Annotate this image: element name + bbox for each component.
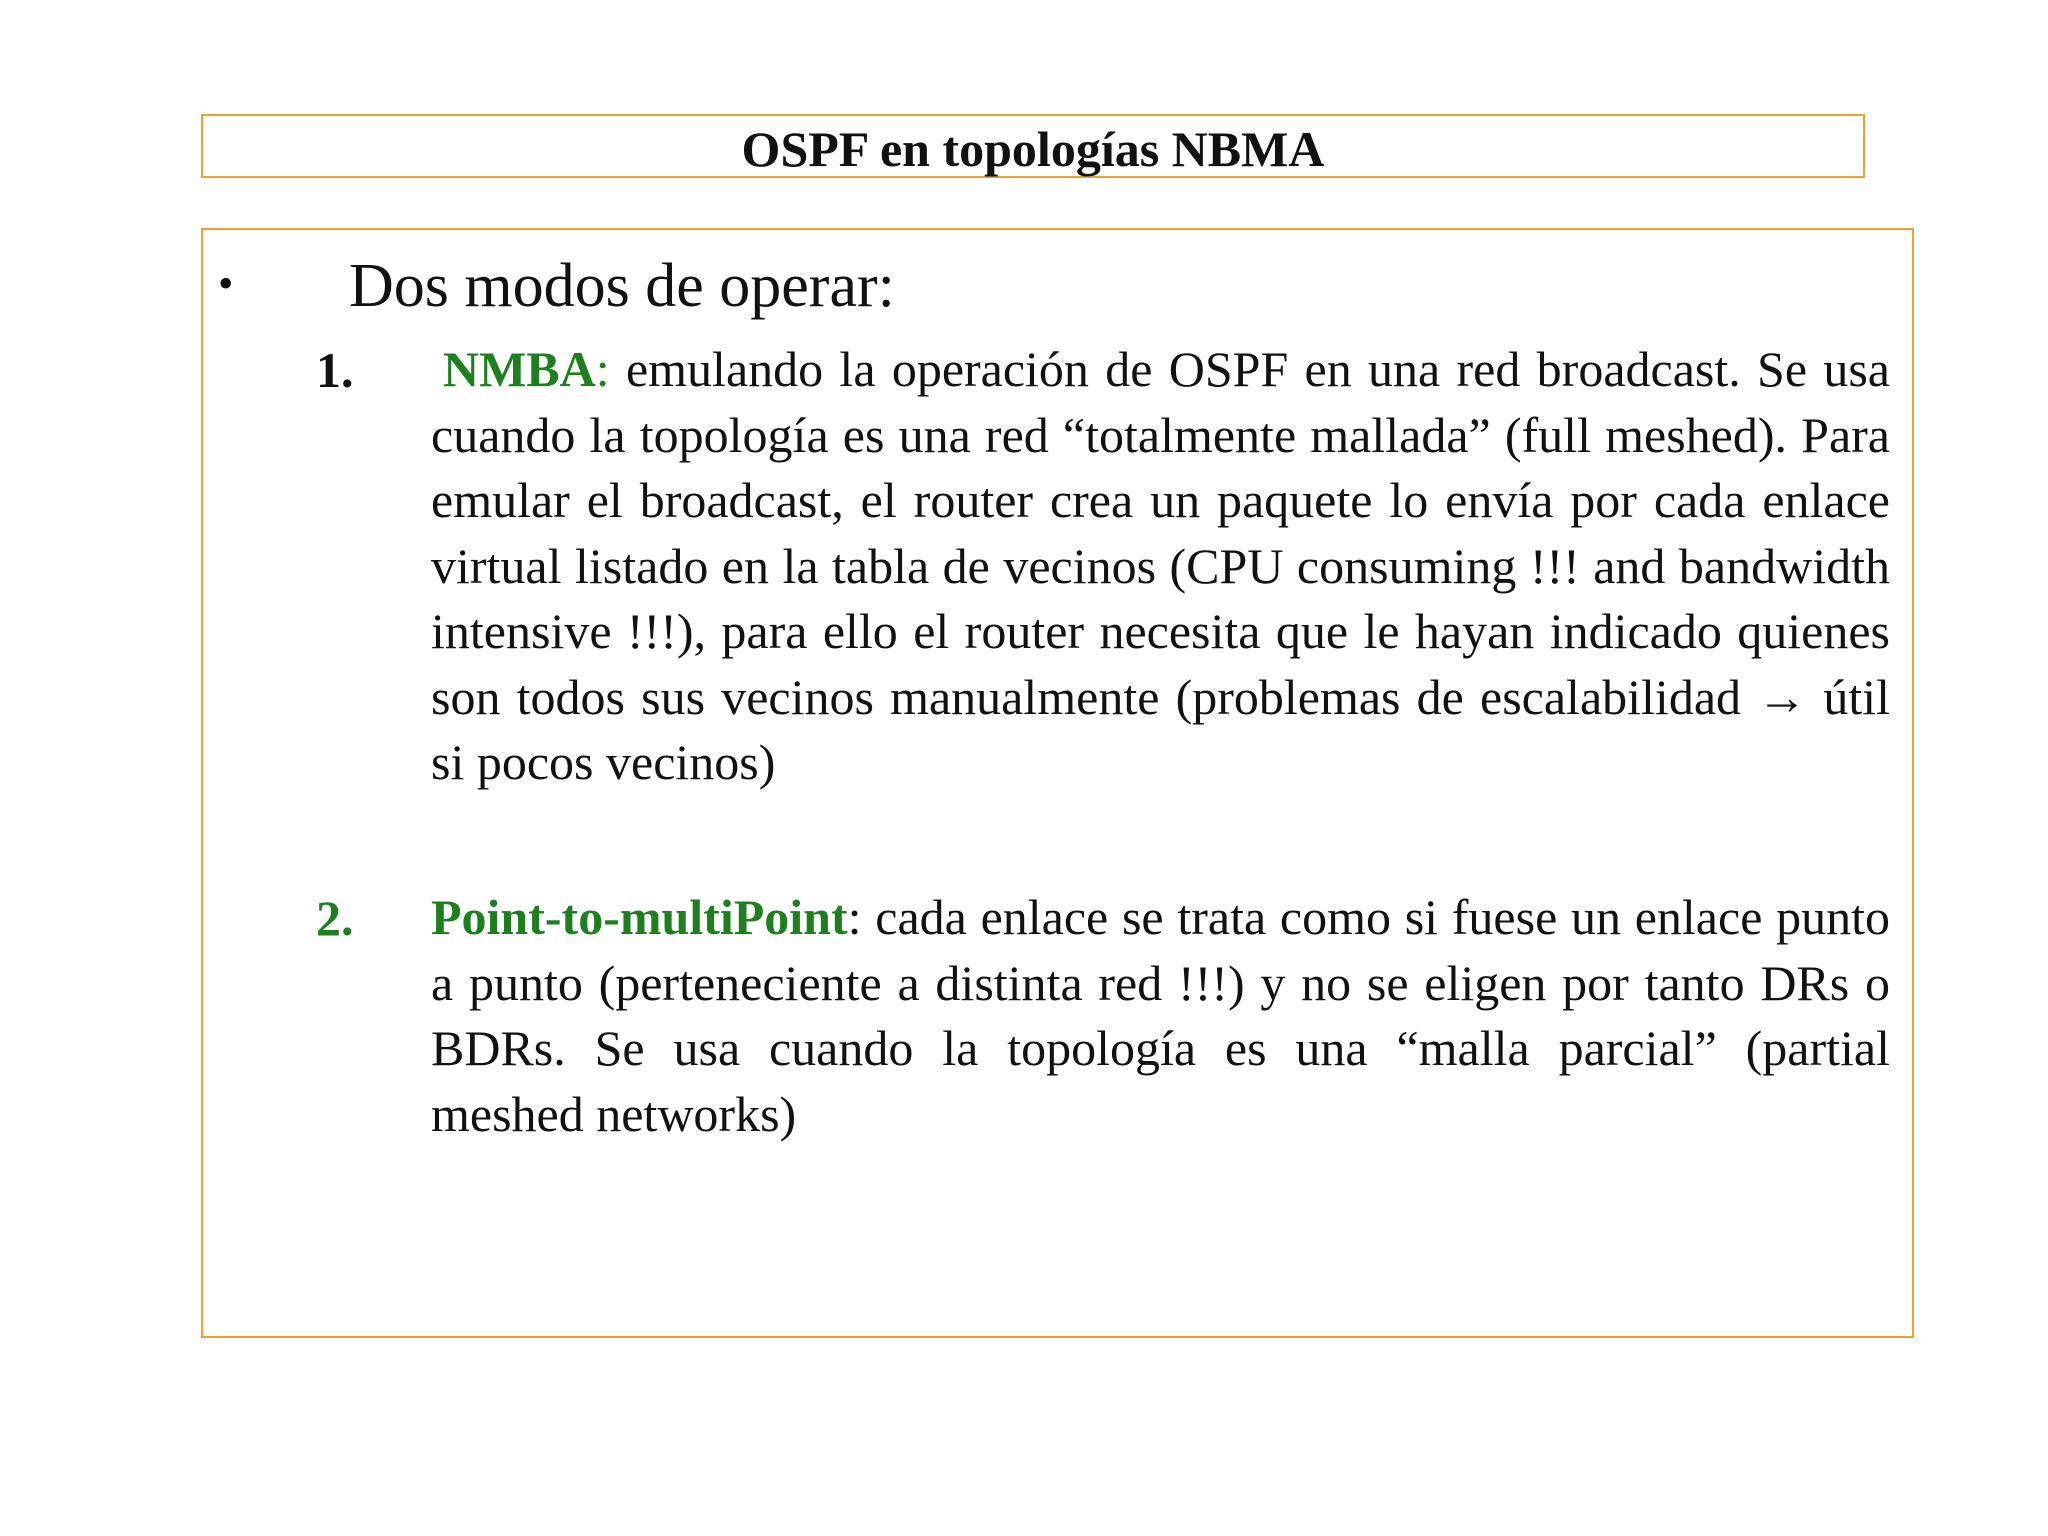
item-2-text: cada enlace se trata como si fuese un enlace punto a punto (perteneciente a distinta red !!!) y no se eligen por tanto DRs o BDRs. Se usa cuando la topología es una “malla parcial” (partial meshed networks) (431, 889, 1890, 1142)
bullet-heading: Dos modos de operar: (349, 252, 895, 320)
item-1-paragraph (431, 337, 1890, 796)
title-box (201, 114, 1865, 178)
slide-title: OSPF en topologías NBMA (741, 121, 1325, 177)
bullet-marker: • (218, 259, 234, 308)
item-2-colon: : (847, 889, 862, 945)
item-2-paragraph (431, 885, 1890, 1147)
item-1-text: emulando la operación de OSPF en una red broadcast. Se usa cuando la topología es una red “totalmente mallada” (full meshed). Para emular el broadcast, el router crea un paquete lo envía por cada enlace virtual listado en la tabla de vecinos (CPU consuming !!! and bandwidth intensive !!!), para ello el router necesita que le hayan indicado quienes son todos sus vecinos manualmente (problemas de escalabilidad → útil si pocos vecinos) (431, 341, 1890, 790)
item-1-colon: : (595, 341, 610, 397)
item-2-number: 2. (316, 890, 354, 946)
item-1-number: 1. (316, 342, 354, 398)
item-1-term: NMBA (443, 341, 596, 397)
item-2-term: Point-to-multiPoint (431, 889, 848, 945)
